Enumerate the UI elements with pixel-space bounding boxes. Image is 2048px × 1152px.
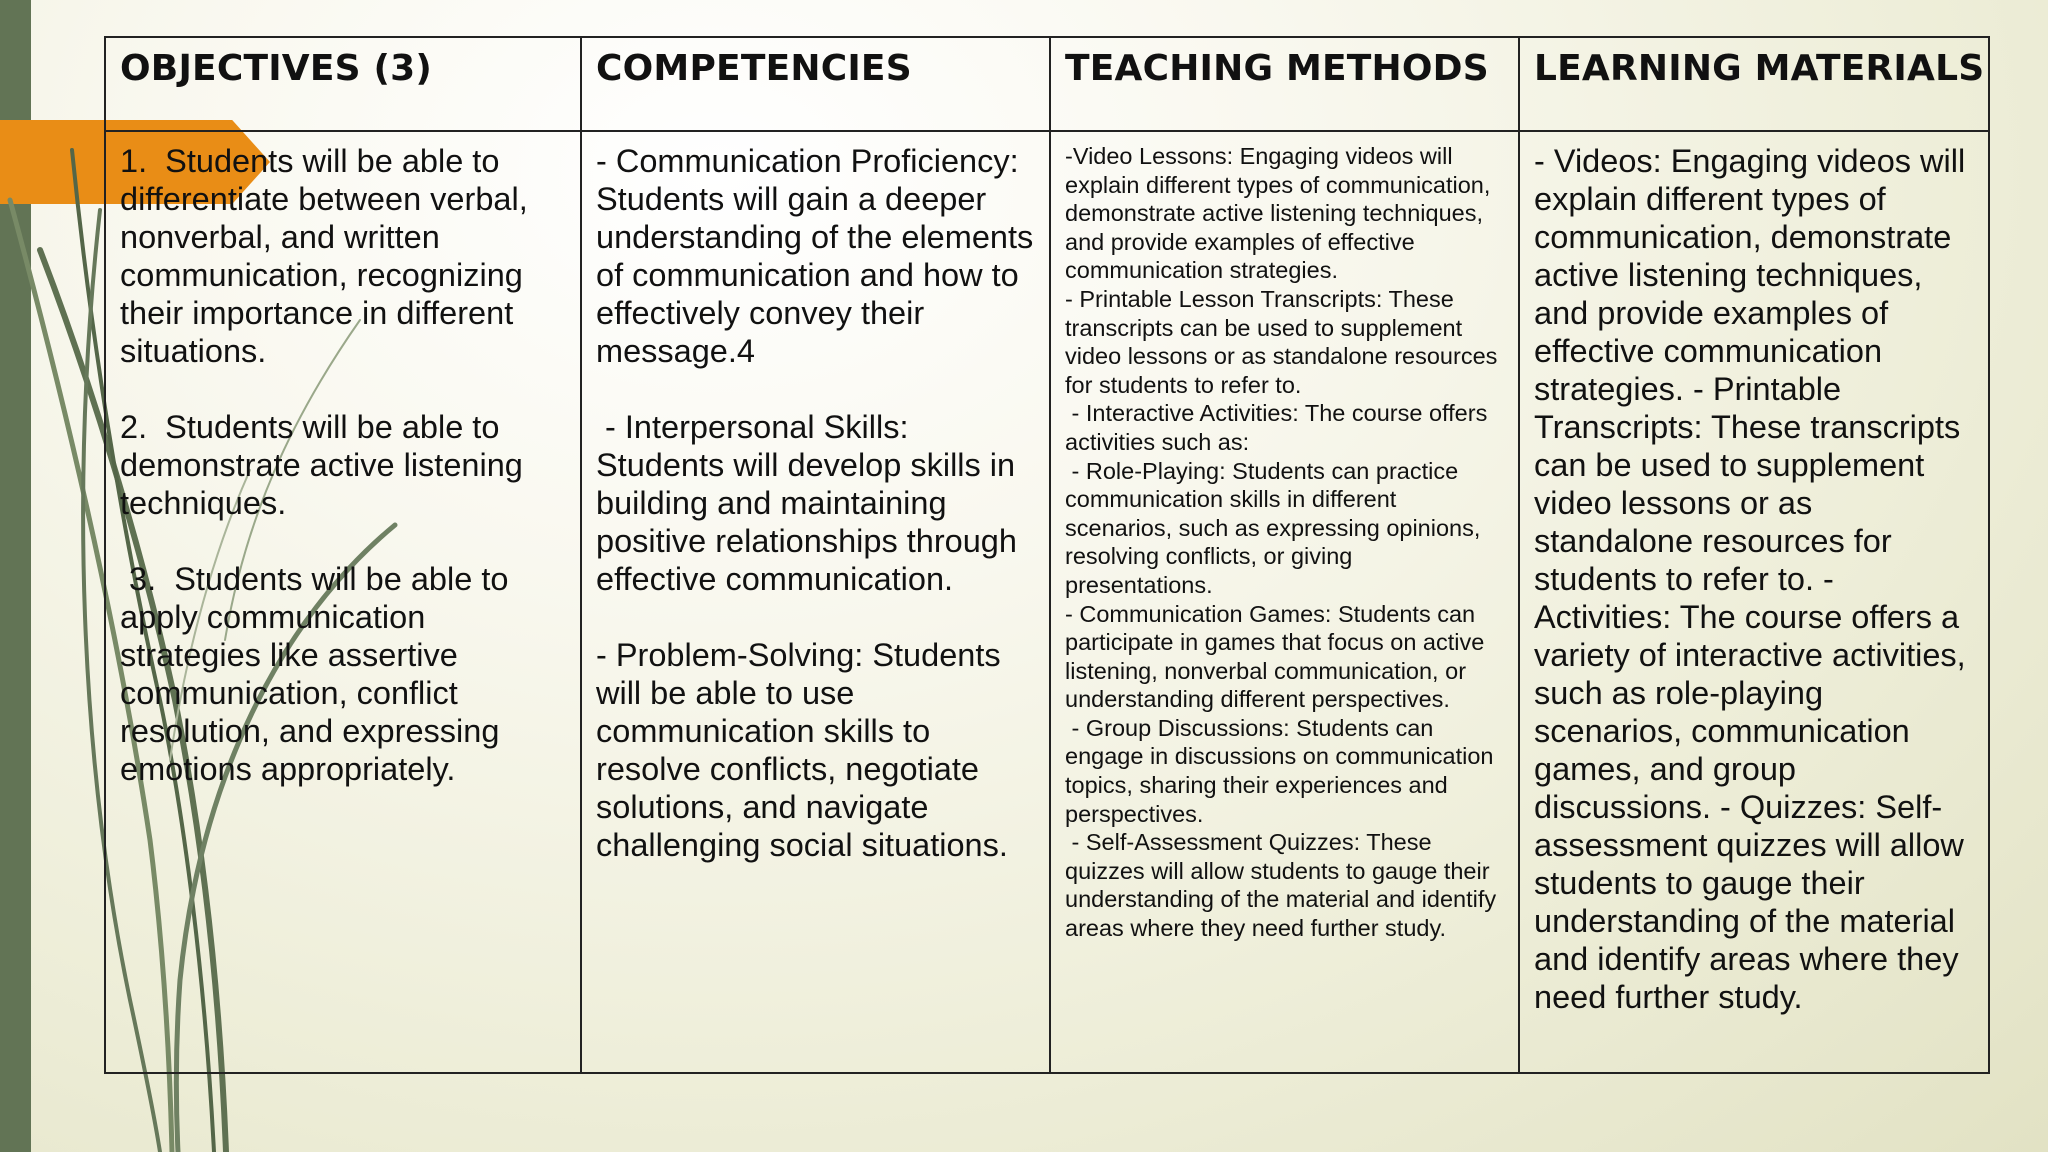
objectives-header: OBJECTIVES (3) bbox=[105, 37, 581, 131]
competencies-text: - Communication Proficiency: Students will gain a deeper understanding of the elements of communication and how to effectively convey their message.4 - Interpersonal Skills: Students will develop skills in building and maintaining positive relationships through effective communication. - Problem-Solving: Students will be able to use communication skills to resolve conflicts, negotiate solutions, and navigate challenging social situations. bbox=[596, 143, 1034, 863]
objectives-text: 1. Students will be able to differentiate between verbal, nonverbal, and written communication, recognizing their importance in different situations. 2. Students will be able to demonstrate active listening techniques. 3. Students will be able to apply communication strategies like assertive communication, conflict resolution, and expressing emotions appropriately. bbox=[120, 143, 528, 787]
teaching-methods-cell bbox=[1050, 131, 1519, 1073]
lesson-plan-table bbox=[104, 36, 1990, 1074]
learning-materials-cell bbox=[1519, 131, 1989, 1073]
competencies-cell bbox=[581, 131, 1050, 1073]
competencies-header: COMPETENCIES bbox=[581, 37, 1050, 131]
table-row bbox=[105, 131, 1989, 1073]
teaching-methods-header: TEACHING METHODS bbox=[1050, 37, 1519, 131]
learning-materials-text: - Videos: Engaging videos will explain different types of communication, demonstrate active listening techniques, and provide examples of effective communication strategies. - Printable Transcripts: These transcripts can be used to supplement video lessons or as standalone resources for students to refer to. - Activities: The course offers a variety of interactive activities, such as role-playing scenarios, communication games, and group discussions. - Quizzes: Self-assessment quizzes will allow students to gauge their understanding of the material and identify areas where they need further study. bbox=[1534, 143, 1975, 1015]
teaching-methods-text: -Video Lessons: Engaging videos will explain different types of communication, demonstrate active listening techniques, and provide examples of effective communication strategies. - Printable Lesson Transcripts: These transcripts can be used to supplement video lessons or as standalone resources for students to refer to. - Interactive Activities: The course offers activities such as: - Role-Playing: Students can practice communication skills in different scenarios, such as expressing opinions, resolving conflicts, or giving presentations. - Communication Games: Students can participate in games that focus on active listening, nonverbal communication, or understanding different perspectives. - Group Discussions: Students can engage in discussions on communication topics, sharing their experiences and perspectives. - Self-Assessment Quizzes: These quizzes will allow students to gauge their understanding of the material and identify areas where they need further study. bbox=[1065, 143, 1498, 942]
learning-materials-header: LEARNING MATERIALS bbox=[1519, 37, 1989, 131]
objectives-cell bbox=[105, 131, 581, 1073]
table-header-row bbox=[105, 37, 1989, 131]
